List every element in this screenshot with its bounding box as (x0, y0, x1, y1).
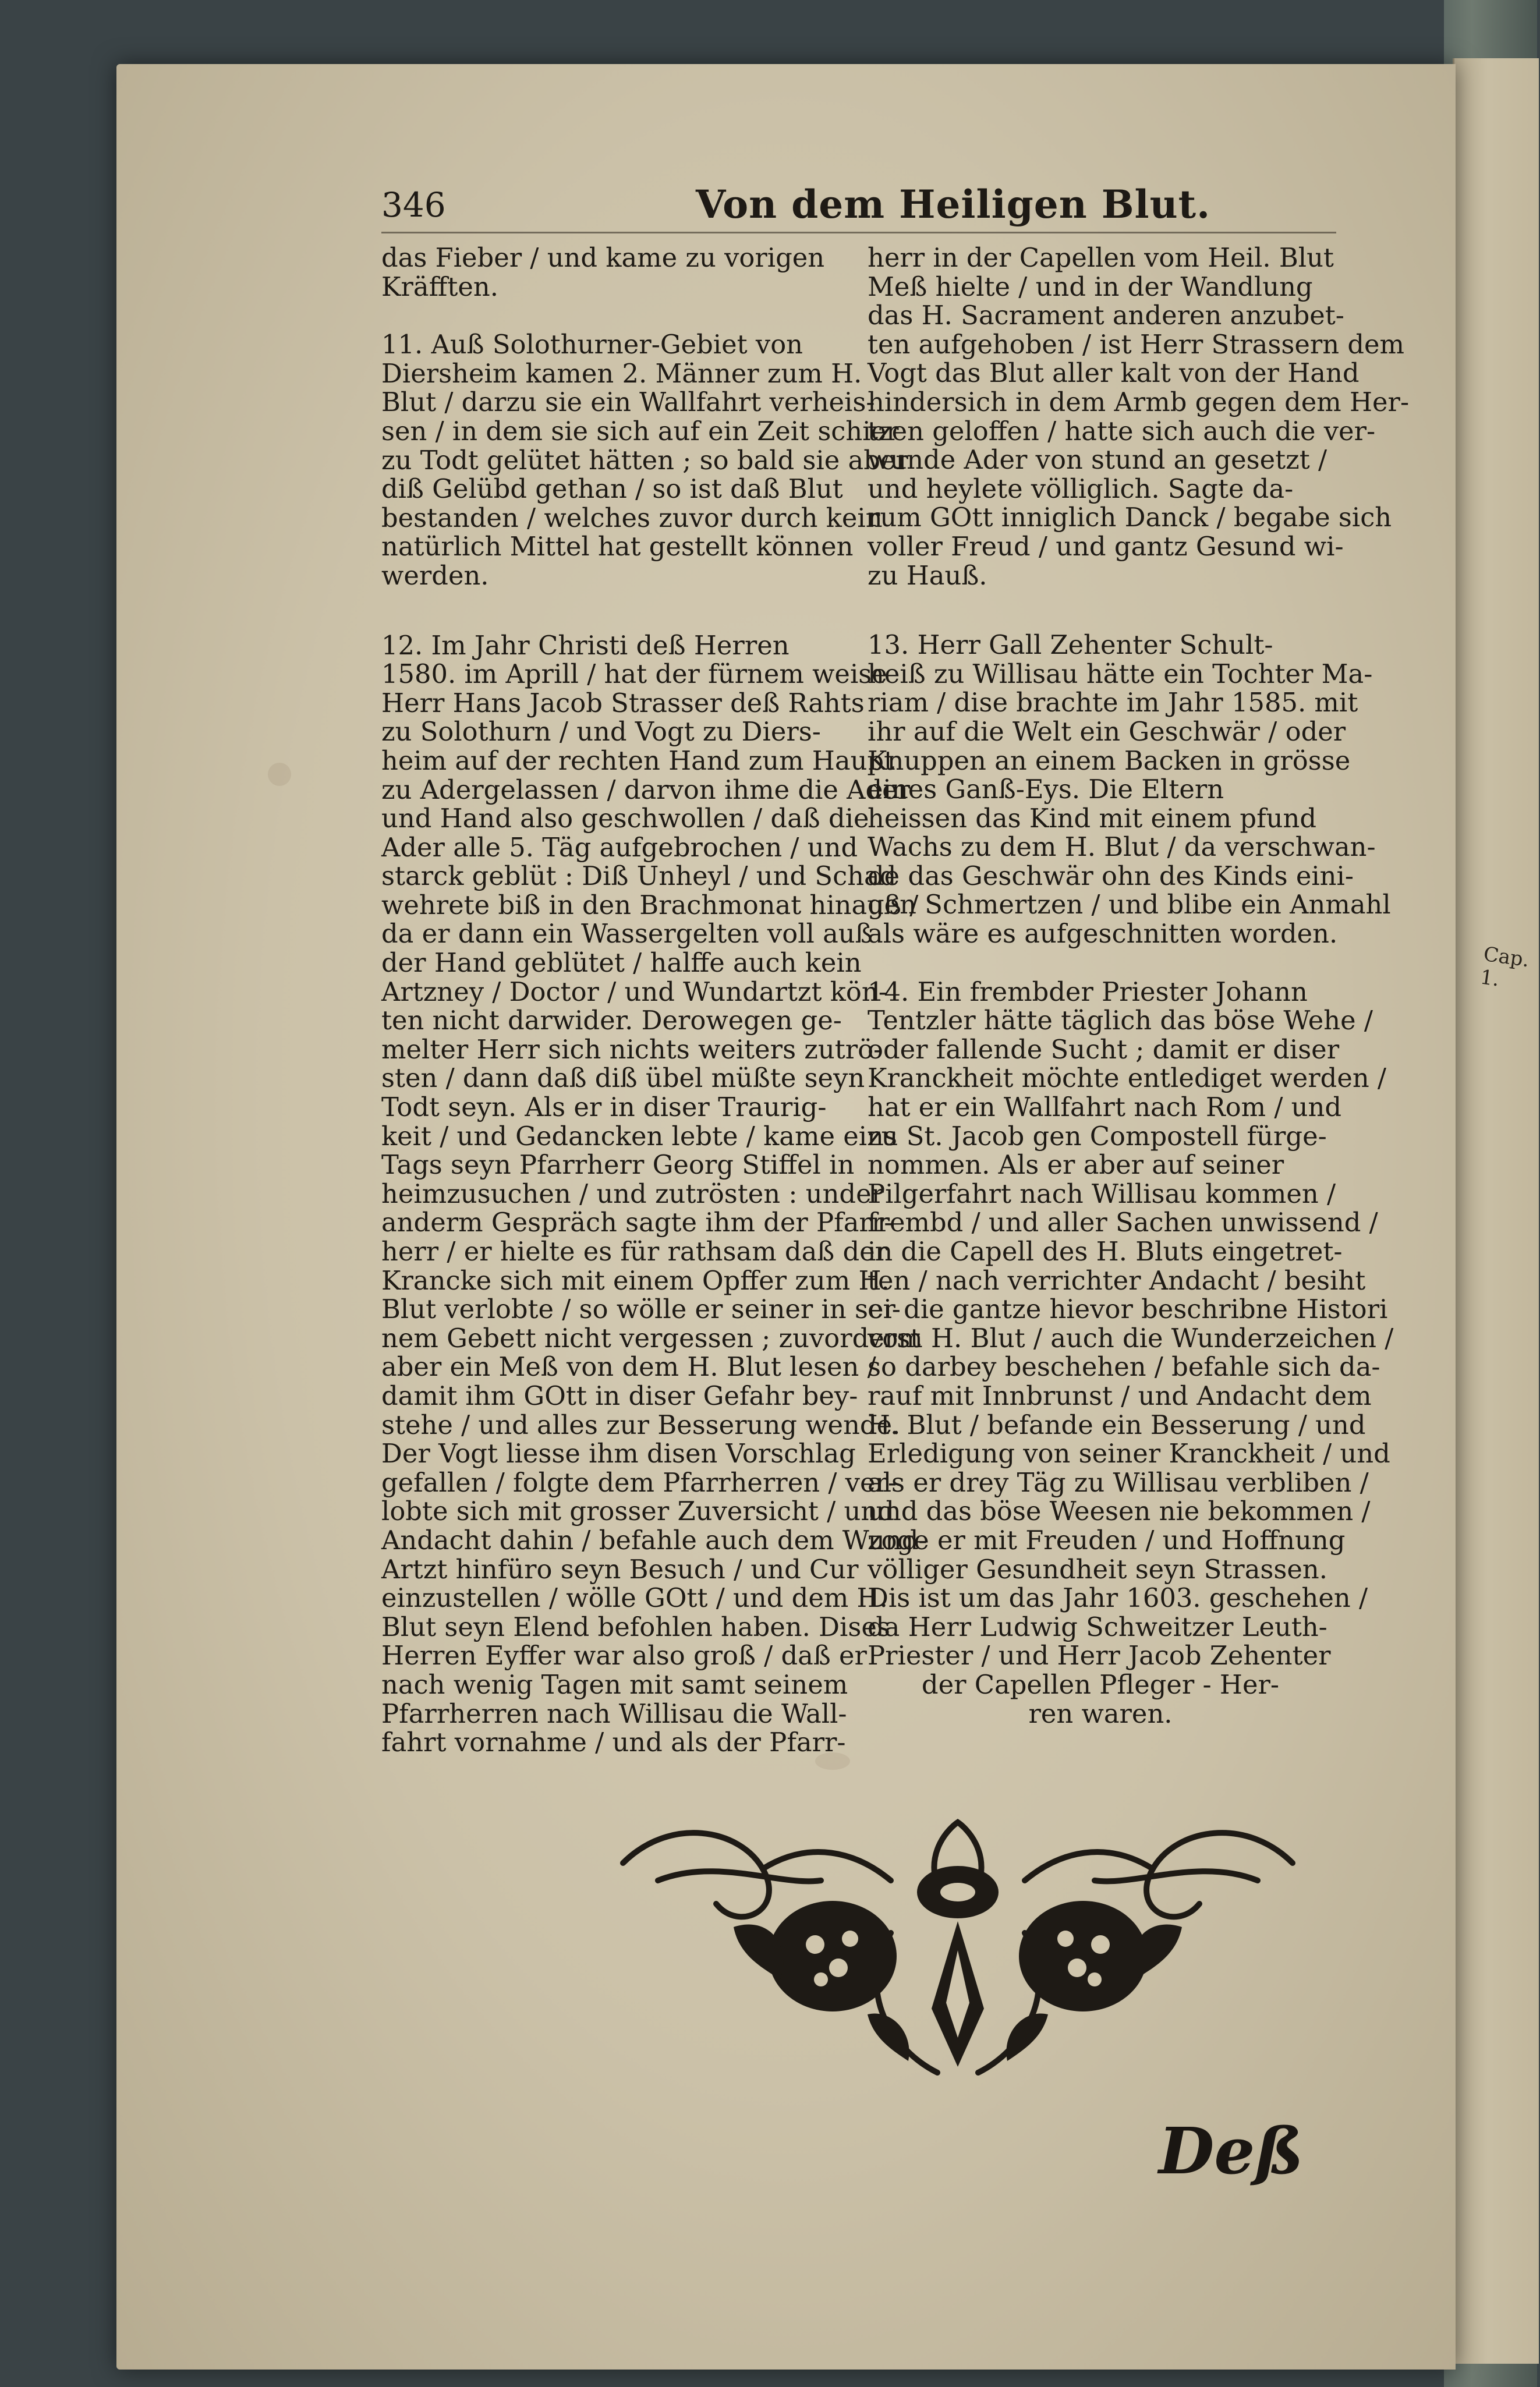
text-line: und das böse Weesen nie bekommen / (868, 1496, 1371, 1527)
paragraph-continuation (868, 242, 1410, 591)
text-line: ten / nach verrichter Andacht / besiht (868, 1265, 1366, 1296)
text-line: wehrete biß in den Brachmonat hinauß / (381, 889, 919, 920)
text-line: Pilgerfahrt nach Willisau kommen / (868, 1178, 1336, 1209)
text-line: Todt seyn. Als er in diser Traurig- (381, 1092, 827, 1123)
text-line: einzustellen / wölle GOtt / und dem H. (381, 1582, 888, 1614)
text-line: werden. (381, 559, 489, 591)
text-line: er die gantze hievor beschribne Histori (868, 1294, 1388, 1325)
paragraph-13 (868, 629, 1391, 950)
text-line: starck geblüt : Diß Unheyl / und Schad (381, 860, 897, 892)
text-line: gen Schmertzen / und blibe ein Anmahl (868, 889, 1391, 920)
text-line: und heylete völliglich. Sagte da- (868, 473, 1294, 504)
text-line: lobte sich mit grosser Zuversicht / und (381, 1496, 894, 1527)
text-line: hat er ein Wallfahrt nach Rom / und (868, 1092, 1342, 1123)
text-line: der Hand geblütet / halffe auch kein (381, 947, 862, 979)
text-line: keit / und Gedancken lebte / kame eins (381, 1120, 897, 1152)
text-line: das H. Sacrament anderen anzubet- (868, 300, 1344, 331)
text-line: frembd / und aller Sachen unwissend / (868, 1207, 1378, 1238)
header-rule (381, 232, 1336, 233)
text-line: der Capellen Pfleger - Her- (921, 1669, 1280, 1700)
page-number: 346 (381, 185, 446, 225)
text-line: ten aufgehoben / ist Herr Strassern dem (868, 328, 1405, 360)
text-line: Krancke sich mit einem Opffer zum H. (381, 1265, 890, 1296)
text-line: Wachs zu dem H. Blut / da verschwan- (868, 831, 1376, 863)
text-line: aber ein Meß von dem H. Blut lesen / (381, 1351, 876, 1383)
text-line: da Herr Ludwig Schweitzer Leuth- (868, 1611, 1327, 1642)
text-line: Dis ist um das Jahr 1603. geschehen / (868, 1582, 1368, 1614)
text-line: nommen. Als er aber auf seiner (868, 1149, 1284, 1181)
text-line: stehe / und alles zur Besserung wende. (381, 1409, 901, 1440)
text-line: Herren Eyffer war also groß / daß er (381, 1640, 867, 1671)
text-line: zu Hauß. (868, 559, 987, 591)
text-line: hindersich in dem Armb gegen dem Her- (868, 386, 1410, 417)
text-line: Herr Hans Jacob Strasser deß Rahts (381, 687, 865, 718)
text-line: ihr auf die Welt ein Geschwär / oder (868, 716, 1346, 747)
text-line: 13. Herr Gall Zehenter Schult- (868, 629, 1273, 661)
text-line: rauf mit Innbrunst / und Andacht dem (868, 1380, 1372, 1411)
text-line: völliger Gesundheit seyn Strassen. (868, 1553, 1327, 1585)
text-line: rum GOtt inniglich Danck / begabe sich (868, 502, 1392, 533)
text-line: zu Adergelassen / darvon ihme die Ader (381, 774, 911, 805)
text-line: Blut seyn Elend befohlen haben. Dises (381, 1611, 890, 1642)
text-line: eines Ganß-Eys. Die Eltern (868, 774, 1224, 805)
text-line: 12. Im Jahr Christi deß Herren (381, 629, 790, 661)
text-line: H. Blut / befande ein Besserung / und (868, 1409, 1366, 1440)
text-line: zu Todt gelütet hätten ; so bald sie aber (381, 444, 908, 476)
text-line: nem Gebett nicht vergessen ; zuvorderst (381, 1322, 921, 1354)
text-line: zu Solothurn / und Vogt zu Diers- (381, 716, 821, 748)
text-line: Knuppen an einem Backen in grösse (868, 745, 1351, 776)
text-line: Pfarrherren nach Willisau die Wall- (381, 1698, 847, 1729)
text-line: da er dann ein Wassergelten voll auß (381, 918, 873, 950)
text-line: heiß zu Willisau hätte ein Tochter Ma- (868, 658, 1373, 689)
text-line: Andacht dahin / befahle auch dem Wund- (381, 1524, 927, 1556)
paragraph-14 (868, 976, 1394, 1671)
text-line: 11. Auß Solothurner-Gebiet von (381, 329, 803, 360)
text-line: Erledigung von seiner Kranckheit / und (868, 1438, 1390, 1469)
running-head: Von dem Heiligen Blut. (696, 182, 1211, 227)
text-line: in die Capell des H. Bluts eingetret- (868, 1236, 1343, 1267)
text-line: gefallen / folgte dem Pfarrherren / ver- (381, 1467, 897, 1498)
text-line: Ader alle 5. Täg aufgebrochen / und (381, 831, 858, 863)
text-line: Vogt das Blut aller kalt von der Hand (868, 357, 1360, 389)
text-line: vom H. Blut / auch die Wunderzeichen / (868, 1322, 1394, 1354)
text-line: melter Herr sich nichts weiters zutrö- (381, 1033, 883, 1065)
text-line: heissen das Kind mit einem pfund (868, 802, 1317, 834)
text-line: wunde Ader von stund an gesetzt / (868, 444, 1327, 476)
paragraph-14-ending (868, 1670, 1333, 1728)
text-line: Priester / und Herr Jacob Zehenter (868, 1640, 1331, 1671)
text-line: natürlich Mittel hat gestellt können (381, 531, 854, 562)
text-line: riam / dise brachte im Jahr 1585. mit (868, 687, 1358, 718)
text-line: voller Freud / und gantz Gesund wi- (868, 530, 1344, 562)
text-line: herr / er hielte es für rathsam daß der (381, 1236, 888, 1267)
text-line: Blut / darzu sie ein Wallfahrt verheis- (381, 387, 875, 418)
right-column (868, 242, 1410, 1729)
text-line: und Hand also geschwollen / daß die (381, 803, 869, 834)
text-line: Kräfften. (381, 271, 499, 302)
text-line: so darbey beschehen / befahle sich da- (868, 1351, 1380, 1383)
text-line: als er drey Täg zu Willisau verbliben / (868, 1467, 1369, 1498)
text-line: zu St. Jacob gen Compostell fürge- (868, 1120, 1327, 1152)
text-line: nach wenig Tagen mit samt seinem (381, 1669, 848, 1700)
page-header (381, 182, 1336, 238)
text-line: Der Vogt liesse ihm disen Vorschlag (381, 1438, 856, 1469)
text-line: Tentzler hätte täglich das böse Wehe / (868, 1005, 1373, 1036)
text-line: zoge er mit Freuden / und Hoffnung (868, 1524, 1346, 1556)
text-line: heim auf der rechten Hand zum Haupt (381, 745, 895, 776)
text-line: damit ihm GOtt in diser Gefahr bey- (381, 1380, 858, 1411)
text-line: Artzney / Doctor / und Wundartzt kön- (381, 976, 887, 1007)
paragraph-fever (381, 243, 847, 301)
text-line: sten / dann daß diß übel müßte seyn (381, 1063, 865, 1094)
paragraph-11 (381, 329, 908, 591)
text-line: Blut verlobte / so wölle er seiner in sei- (381, 1294, 901, 1325)
facing-page-edge (1453, 58, 1539, 2364)
text-line: bestanden / welches zuvor durch kein (381, 502, 883, 533)
text-line: Diersheim kamen 2. Männer zum H. (381, 357, 862, 389)
text-line: ten nicht darwider. Derowegen ge- (381, 1005, 842, 1036)
catchword: Deß (1159, 2113, 1304, 2188)
text-line: Tags seyn Pfarrherr Georg Stiffel in (381, 1149, 855, 1181)
text-line: Artzt hinfüro seyn Besuch / und Cur (381, 1553, 859, 1585)
text-line: oder fallende Sucht ; damit er diser (868, 1033, 1340, 1065)
text-line: de das Geschwär ohn des Kinds eini- (868, 860, 1354, 891)
text-line: 1580. im Aprill / hat der fürnem weise (381, 658, 887, 690)
margin-note: Cap. 1. (1478, 942, 1531, 991)
text-line: 14. Ein frembder Priester Johann (868, 976, 1308, 1007)
text-line: Kranckheit möchte entlediget werden / (868, 1063, 1387, 1094)
text-line: tzen geloffen / hatte sich auch die ver- (868, 415, 1376, 447)
floral-ornament (588, 1816, 1327, 2084)
text-line: als wäre es aufgeschnitten worden. (868, 918, 1338, 950)
text-line: ren waren. (1028, 1698, 1173, 1729)
left-column (381, 242, 927, 1758)
text-line: fahrt vornahme / und als der Pfarr- (381, 1727, 846, 1758)
text-line: sen / in dem sie sich auf ein Zeit schier (381, 415, 899, 447)
text-line: diß Gelübd gethan / so ist daß Blut (381, 473, 843, 505)
text-line: das Fieber / und kame zu vorigen (381, 242, 825, 273)
text-line: herr in der Capellen vom Heil. Blut (868, 242, 1334, 273)
paragraph-12 (381, 629, 927, 1758)
text-line: Meß hielte / und in der Wandlung (868, 271, 1313, 302)
text-line: anderm Gespräch sagte ihm der Pfarr- (381, 1207, 893, 1238)
text-line: heimzusuchen / und zutrösten : under (381, 1178, 884, 1209)
